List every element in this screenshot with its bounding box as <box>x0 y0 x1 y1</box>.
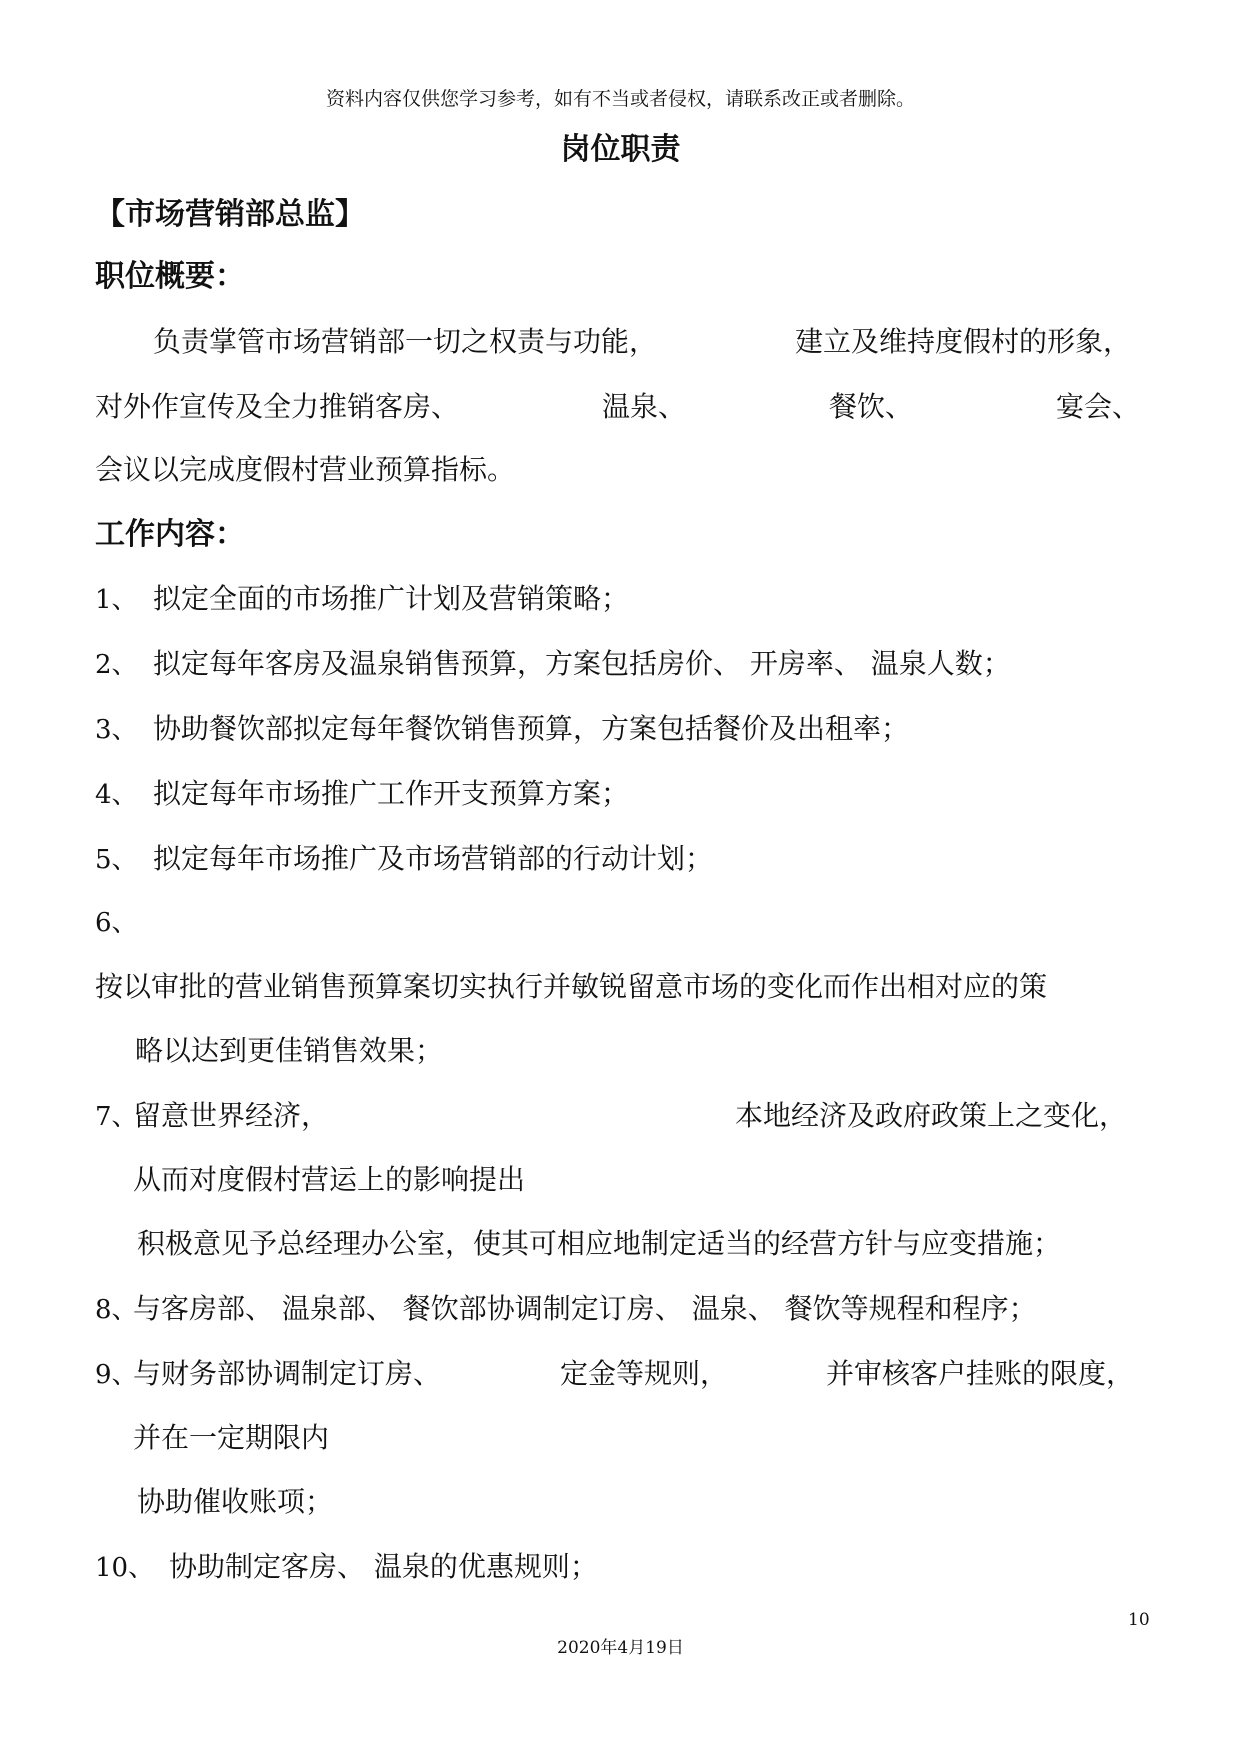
duty-text: 拟定每年市场推广工作开支预算方案； <box>153 777 630 810</box>
duty-text: 与客房部、 温泉部、 餐饮部协调制定订房、 温泉、 餐饮等规程和程序； <box>133 1292 1037 1325</box>
summary-line-1a: 负责掌管市场营销部一切之权责与功能， <box>153 325 658 358</box>
duty-number: 1、 <box>95 585 138 615</box>
position-heading: 【市场营销部总监】 <box>95 197 365 232</box>
duty-7-line-2: 从而对度假村营运上的影响提出 <box>133 1163 526 1196</box>
duty-item-4 <box>95 777 630 810</box>
duty-number: 5、 <box>95 845 138 875</box>
summary-heading: 职位概要： <box>95 259 245 294</box>
duty-number: 3、 <box>95 715 138 745</box>
duty-7-part-2: 本地经济及政府政策上之变化， <box>735 1099 1128 1132</box>
summary-line-2b: 温泉、 <box>601 390 686 423</box>
duty-text: 拟定全面的市场推广计划及营销策略； <box>153 582 630 615</box>
duties-heading: 工作内容： <box>95 517 245 552</box>
duty-number-6: 6、 <box>95 908 138 938</box>
duty-9-line-3: 协助催收账项； <box>137 1485 334 1518</box>
summary-line-2c: 餐饮、 <box>828 390 913 423</box>
page-number: 10 <box>1128 1610 1150 1630</box>
duty-7-part-1: 留意世界经济， <box>133 1099 330 1132</box>
duty-item-8 <box>95 1292 1037 1325</box>
summary-line-2a: 对外作宣传及全力推销客房、 <box>95 390 460 423</box>
summary-line-3: 会议以完成度假村营业预算指标。 <box>95 453 516 486</box>
duty-7-line-3: 积极意见予总经理办公室，使其可相应地制定适当的经营方针与应变措施； <box>137 1227 1062 1260</box>
duty-number: 7、 <box>95 1102 138 1132</box>
page-title: 岗位职责 <box>560 132 681 167</box>
duty-6-line-2: 略以达到更佳销售效果； <box>135 1034 444 1067</box>
header-note: 资料内容仅供您学习参考，如有不当或者侵权，请联系改正或者删除。 <box>325 88 915 110</box>
duty-item-1 <box>95 582 630 615</box>
duty-number: 10、 <box>95 1553 155 1583</box>
duty-item-2 <box>95 647 1011 680</box>
duty-item-7 <box>95 1099 330 1132</box>
duty-text: 拟定每年市场推广及市场营销部的行动计划； <box>153 842 714 875</box>
duty-item-9 <box>95 1357 442 1390</box>
duty-item-10 <box>95 1550 598 1583</box>
summary-line-2d: 宴会、 <box>1055 390 1140 423</box>
duty-text: 协助制定客房、 温泉的优惠规则； <box>169 1550 598 1583</box>
duty-item-3 <box>95 712 910 745</box>
duty-item-5 <box>95 842 714 875</box>
duty-9-part-2: 定金等规则， <box>560 1357 729 1390</box>
duty-text: 拟定每年客房及温泉销售预算，方案包括房价、 开房率、 温泉人数； <box>153 647 1011 680</box>
duty-9-line-2: 并在一定期限内 <box>133 1421 330 1454</box>
duty-number: 2、 <box>95 650 138 680</box>
summary-line-1b: 建立及维持度假村的形象， <box>795 325 1132 358</box>
duty-9-part-1: 与财务部协调制定订房、 <box>133 1357 442 1390</box>
summary-line-2 <box>95 390 1140 423</box>
duty-number: 4、 <box>95 780 138 810</box>
duty-text: 协助餐饮部拟定每年餐饮销售预算，方案包括餐价及出租率； <box>153 712 910 745</box>
duty-number: 8、 <box>95 1295 138 1325</box>
duty-6-line-1: 按以审批的营业销售预算案切实执行并敏锐留意市场的变化而作出相对应的策 <box>95 970 1048 1003</box>
duty-number: 9、 <box>95 1360 138 1390</box>
duty-9-part-3: 并审核客户挂账的限度， <box>826 1357 1135 1390</box>
footer-date: 2020年4月19日 <box>557 1638 684 1658</box>
